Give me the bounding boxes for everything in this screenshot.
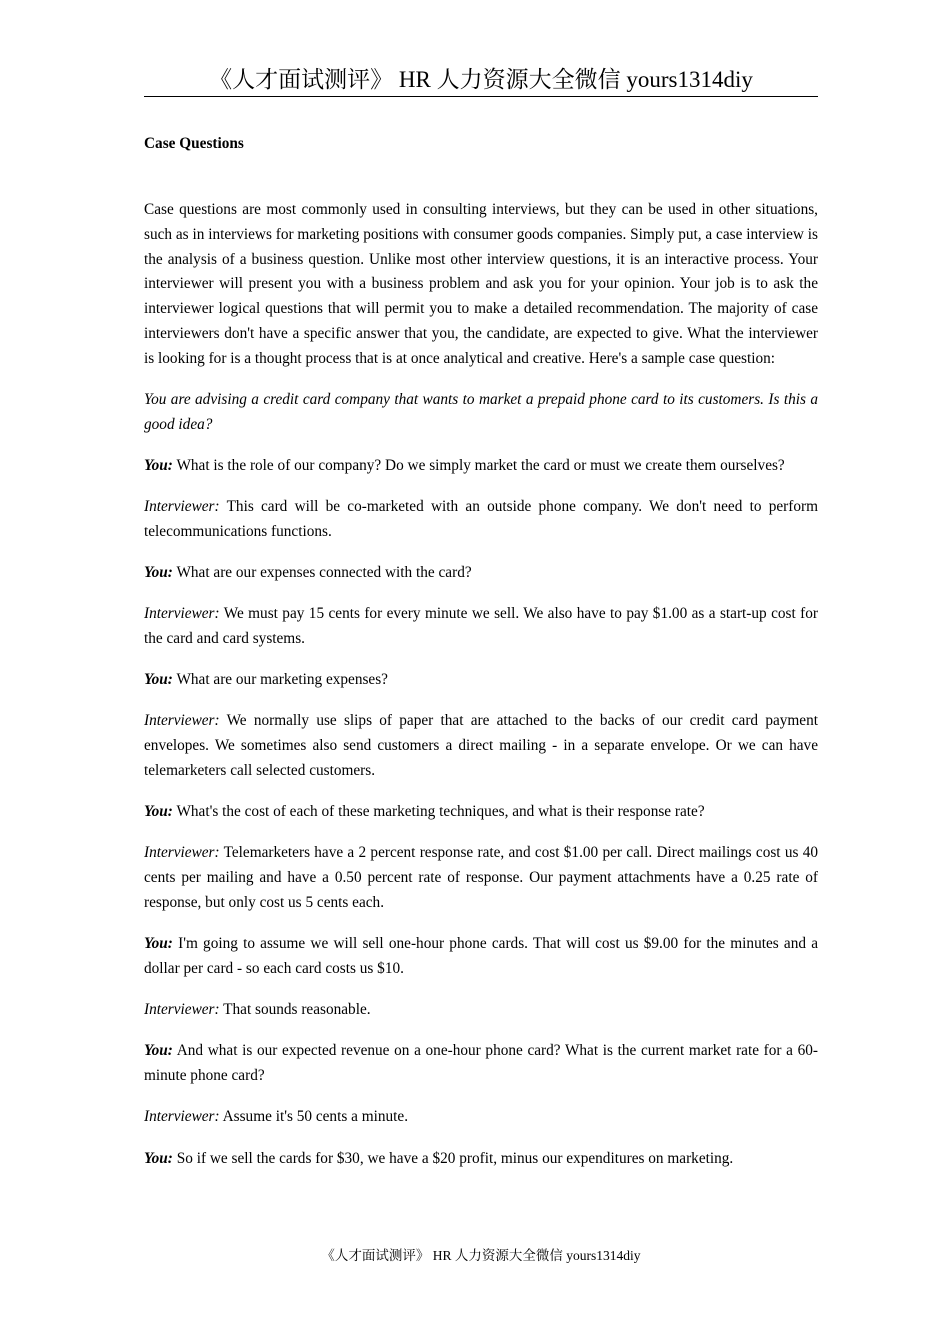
speaker-you: You: (144, 803, 173, 821)
dialogue-line (144, 668, 818, 693)
dialogue-line (144, 998, 818, 1023)
page-footer: 《人才面试测评》 HR 人力资源大全微信 yours1314diy (321, 1248, 641, 1263)
speaker-you: You: (144, 456, 173, 474)
speaker-you: You: (144, 935, 173, 953)
dialogue-text: We normally use slips of paper that are attached to the backs of our credit card payment envelopes. We sometimes also send customers a direct mailing - in a separate envelope. Or we can have telemarketers call selected customers. (144, 712, 818, 780)
dialogue-line (144, 1147, 818, 1172)
dialogue-text: That sounds reasonable. (219, 1001, 371, 1019)
speaker-you: You: (144, 564, 173, 582)
dialogue-line (144, 1039, 818, 1089)
dialogue-text: Telemarketers have a 2 percent response rate, and cost $1.00 per call. Direct mailings cost us 40 cents per mailing and have a 0.50 percent rate of response. Our payment attachments have a 0.25 rate of response, but only cost us 5 cents each. (144, 844, 818, 912)
speaker-interviewer: Interviewer: (144, 844, 220, 862)
dialogue-text: What is the role of our company? Do we simply market the card or must we create them ourselves? (172, 456, 785, 474)
dialogue-text: And what is our expected revenue on a one-hour phone card? What is the current market rate for a 60-minute phone card? (144, 1042, 818, 1085)
speaker-interviewer: Interviewer: (144, 498, 220, 516)
speaker-you: You: (144, 1042, 173, 1060)
speaker-you: You: (144, 671, 173, 689)
dialogue-line (144, 709, 818, 783)
dialogue-text: What are our marketing expenses? (172, 671, 388, 689)
dialogue-text: What are our expenses connected with the card? (172, 564, 472, 582)
speaker-interviewer: Interviewer: (144, 1001, 220, 1019)
intro-paragraph: Case questions are most commonly used in consulting interviews, but they can be used in other situations, such as in interviews for marketing positions with consumer goods companies. Simply put, a case interview is the analysis of a business question. Unlike most other interview questions, it is an interactive process. Your interviewer will present you with a business problem and ask you for your opinion. Your job is to ask the interviewer logical questions that will permit you to make a detailed recommendation. The majority of case interviewers don't have a specific answer that you, the candidate, are expected to give. What the interviewer is looking for is a thought process that is at once analytical and creative. Here's a sample case question: (144, 201, 818, 367)
dialogue-line (144, 841, 818, 915)
speaker-interviewer: Interviewer: (144, 712, 220, 730)
dialogue-line (144, 800, 818, 825)
dialogue-text: Assume it's 50 cents a minute. (219, 1108, 409, 1126)
dialogue-line (144, 561, 818, 586)
speaker-you: You: (144, 1149, 173, 1167)
document-body (144, 132, 818, 1188)
speaker-interviewer: Interviewer: (144, 605, 220, 623)
dialogue-text: What's the cost of each of these marketing techniques, and what is their response rate? (172, 803, 705, 821)
page-header: 《人才面试测评》 HR 人力资源大全微信 yours1314diy (144, 64, 818, 97)
dialogue-text: So if we sell the cards for $30, we have a $20 profit, minus our expenditures on marketing. (172, 1149, 734, 1167)
dialogue-text: We must pay 15 cents for every minute we sell. We also have to pay $1.00 as a start-up cost for the card and card systems. (144, 605, 818, 648)
dialogue-line (144, 1105, 818, 1130)
section-title: Case Questions (144, 135, 244, 152)
dialogue-line (144, 454, 818, 479)
dialogue-line (144, 932, 818, 982)
speaker-interviewer: Interviewer: (144, 1108, 220, 1126)
dialogue-text: I'm going to assume we will sell one-hour phone cards. That will cost us $9.00 for the minutes and a dollar per card - so each card costs us $10. (144, 935, 818, 978)
dialogue-text: This card will be co-marketed with an outside phone company. We don't need to perform telecommunications functions. (144, 498, 818, 540)
dialogue-line (144, 495, 818, 545)
sample-case-question: You are advising a credit card company that wants to market a prepaid phone card to its customers. Is this a good idea? (144, 390, 818, 433)
dialogue-line (144, 602, 818, 652)
